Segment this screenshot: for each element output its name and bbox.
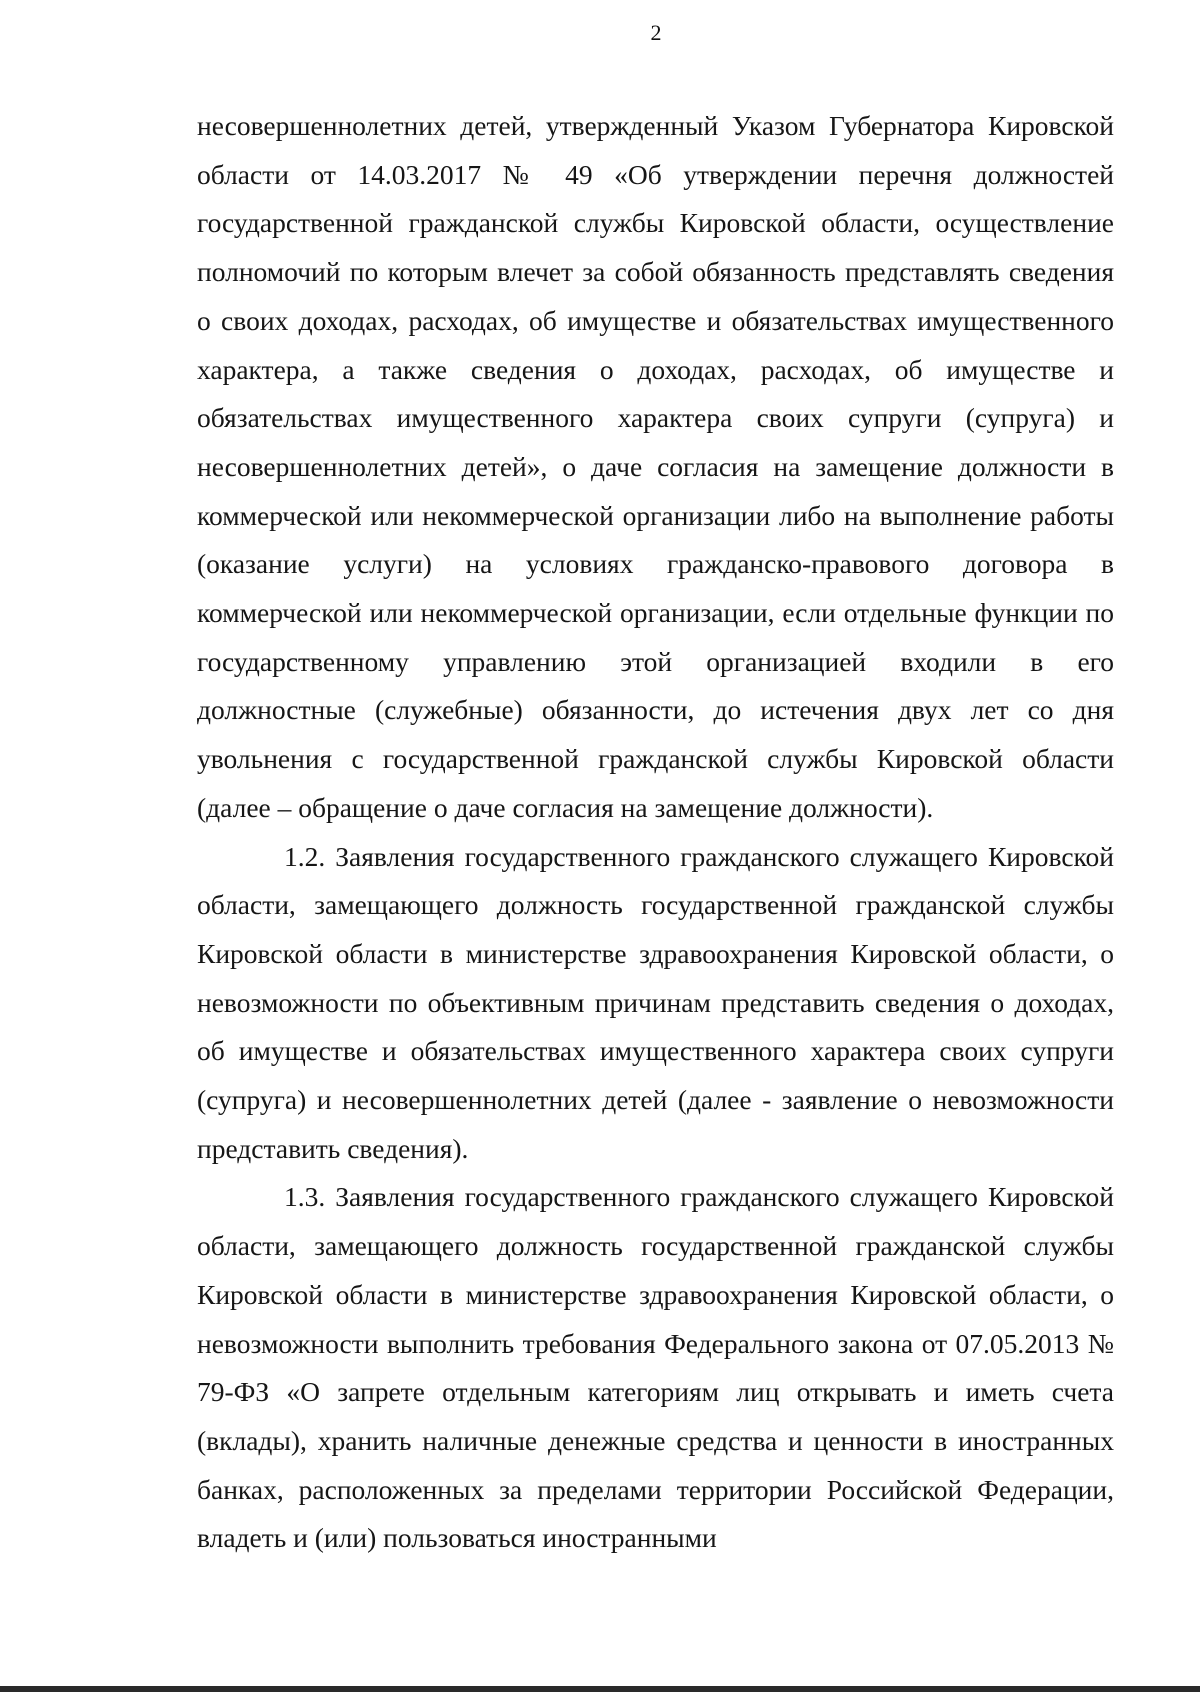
paragraph-continuation: несовершеннолетних детей, утвержденный Указом Губернатора Кировской области от 14.03.2017 № 49 «Об утверждении перечня должностей государственной гражданской службы Кировской области, осуществление полномочий по которым влечет за собой обязанность представлять сведения о своих доходах, расходах, об имуществе и обязательствах имущественного характера, а также сведения о доходах, расходах, об имуществе и обязательствах имущественного характера своих супруги (супруга) и несовершеннолетних детей», о даче согласия на замещение должности в коммерческой или некоммерческой организации либо на выполнение работы (оказание услуги) на условиях гражданско-правового договора в коммерческой или некоммерческой организации, если отдельные функции по государственному управлению этой организацией входили в его должностные (служебные) обязанности, до истечения двух лет со дня увольнения с государственной гражданской службы Кировской области (далее – обращение о даче согласия на замещение должности). (197, 110, 1114, 823)
scan-bottom-edge (0, 1686, 1200, 1692)
paragraph-1-3: 1.3. Заявления государственного гражданского служащего Кировской области, замещающего должность государственной гражданской службы Кировской области в министерстве здравоохранения Кировской области, о невозможности выполнить требования Федерального закона от 07.05.2013 № 79-ФЗ «О запрете отдельным категориям лиц открывать и иметь счета (вклады), хранить наличные денежные средства и ценности в иностранных банках, расположенных за пределами территории Российской Федерации, владеть и (или) пользоваться иностранными (197, 1181, 1114, 1554)
paragraph-1-2: 1.2. Заявления государственного гражданского служащего Кировской области, замещающего должность государственной гражданской службы Кировской области в министерстве здравоохранения Кировской области, о невозможности по объективным причинам представить сведения о доходах, об имуществе и обязательствах имущественного характера своих супруги (супруга) и несовершеннолетних детей (далее - заявление о невозможности представить сведения). (197, 840, 1114, 1164)
document-body (197, 102, 1114, 1563)
page-number: 2 (650, 20, 662, 45)
